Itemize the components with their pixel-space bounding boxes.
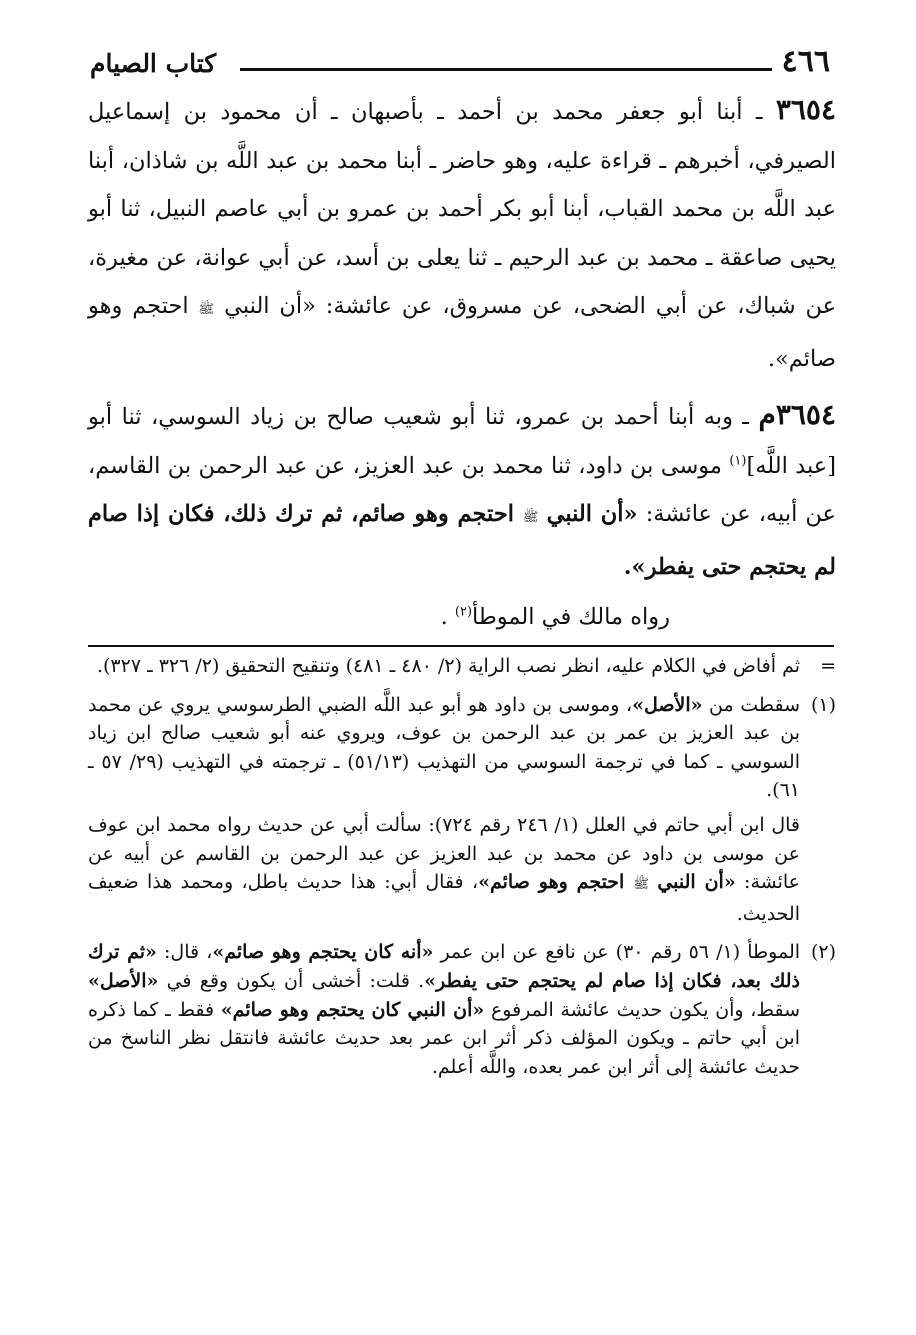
hadith-isnad: وبه أبنا أحمد بن عمرو، ثنا أبو شعيب صالح بن زياد السوسي، ثنا أبو [عبد اللَّه] (88, 404, 836, 479)
footnote-text: الموطأ (١/ ٥٦ رقم ٣٠) عن نافع عن ابن عمر (433, 941, 801, 964)
footnote-text: سقط، وأن يكون حديث عائشة المرفوع (484, 998, 800, 1021)
riwayah-text: رواه مالك في الموطأ (472, 604, 670, 630)
footnote-separator (88, 645, 834, 647)
footnote-quote: «الأصل» (88, 969, 159, 992)
hadith-number: ٣٦٥٤م (758, 398, 836, 431)
footnote-quote: «الأصل» (632, 693, 703, 716)
footnote-quote: «أنه كان يحتجم وهو صائم» (212, 941, 434, 964)
footnote-text: ، فقال أبي: هذا حديث باطل، ومحمد هذا ضعيف الحديث. (88, 871, 800, 925)
footnote-text: سقطت من (702, 693, 800, 716)
page-number: ٤٦٦ (781, 44, 830, 79)
riwayah-line (88, 593, 836, 642)
footnote-marker: (١) (810, 693, 836, 716)
footnote-paragraph (88, 811, 800, 928)
hadith-matn-quote-end: احتجم وهو صائم». (88, 293, 836, 372)
footnote-2 (88, 938, 836, 1081)
footnote-paragraph (88, 938, 800, 1081)
footnote-text: . قلت: أخشى أن يكون وقع في (158, 969, 425, 992)
hadith-isnad: أبنا أبو جعفر محمد بن أحمد ـ بأصبهان ـ أن محمود بن إسماعيل الصيرفي، أخبرهم ـ قراءة عليه، وهو حاضر ـ أبنا محمد بن عبد اللَّه بن شاذان، أبنا عبد اللَّه بن محمد القباب، أبنا أبو بكر أحمد بن عمرو بن أبي عاصم النبيل، ثنا أبو يحيى صاعقة ـ محمد بن عبد الرحيم ـ ثنا يعلى بن أسد، عن أبي عوانة، عن مغيرة، عن شباك، عن أبي الضحى، عن مسروق، عن عائشة: (88, 99, 836, 319)
footnote-quote: «ثم ترك ذلك بعد، فكان إذا صام لم يحتجم حتى يفطر» (88, 941, 800, 992)
footnote-text: فقط ـ كما ذكره ابن أبي حاتم ـ ويكون المؤلف ذكر أثر ابن عمر بعد حديث عائشة فانتقل نظر الناسخ من حديث عائشة إلى أثر ابن عمر بعده، واللَّه أعلم. (88, 998, 800, 1078)
footnote-quote: «أن النبي كان يحتجم وهو صائم» (220, 998, 485, 1021)
header-rule (240, 68, 772, 71)
footnote-marker: (٢) (810, 941, 836, 964)
main-text (88, 86, 836, 642)
hadith-isnad-cont: موسى بن داود، ثنا محمد بن عبد العزيز، عن عبد الرحمن بن القاسم، عن أبيه، عن عائشة: (88, 452, 836, 527)
footnote-quote: احتجم وهو صائم» (478, 871, 634, 894)
footnote-ref-2[interactable]: (٢) (454, 604, 473, 620)
footnote-paragraph (88, 691, 800, 805)
footnote-ref-1[interactable]: (١) (729, 453, 747, 468)
footnote-text: ، وموسى بن داود هو أبو عبد اللَّه الضبي الطرسوسي يروي عن محمد بن عبد العزيز بن عمر بن عبد الرحمن بن عوف، ويروي عنه أبو شعيب صالح ابن زياد السوسي ـ كما في ترجمة السوسي من التهذيب (٥١/١٣) ـ ترجمته في التهذيب (٢٩/ ٥٧ ـ ٦١). (88, 693, 800, 802)
footnote-text: ، قال: (156, 941, 213, 964)
hadith-matn-quote: «أن النبي (546, 501, 638, 527)
hadith-matn-quote: «أن النبي (224, 293, 316, 319)
footnote-quote: «أن النبي (657, 871, 736, 894)
footnote-marker: = (820, 655, 836, 677)
footnote-continuation (88, 652, 836, 681)
hadith-3654 (88, 86, 836, 383)
footnote-1 (88, 691, 836, 929)
riwayah-end: . (440, 604, 455, 630)
hadith-separator: ـ (742, 99, 776, 125)
hadith-3654m (88, 391, 836, 591)
hadith-matn-quote-end: احتجم وهو صائم، ثم ترك ذلك، فكان إذا صام لم يحتجم حتى يفطر». (88, 501, 836, 580)
book-title: كتاب الصيام (90, 49, 217, 78)
hadith-separator: ـ (732, 404, 759, 430)
hadith-number: ٣٦٥٤ (775, 93, 836, 126)
page-header (90, 44, 830, 84)
footnote-text: ثم أفاض في الكلام عليه، انظر نصب الراية (٢/ ٤٨٠ ـ ٤٨١) وتنقيح التحقيق (٢/ ٣٢٦ ـ ٣٢٧). (96, 655, 800, 677)
salutation-glyph: ﷺ (633, 877, 649, 893)
salutation-glyph: ﷺ (198, 302, 215, 317)
salutation-glyph: ﷺ (522, 510, 539, 525)
footnote-text: قال ابن أبي حاتم في العلل (١/ ٢٤٦ رقم ٧٢٤): سألت أبي عن حديث رواه محمد ابن عوف عن موسى بن داود عن محمد بن عبد العزيز عن عبد الرحمن بن القاسم عن أبيه عن عائشة: (88, 813, 800, 894)
footnotes (88, 652, 836, 1091)
